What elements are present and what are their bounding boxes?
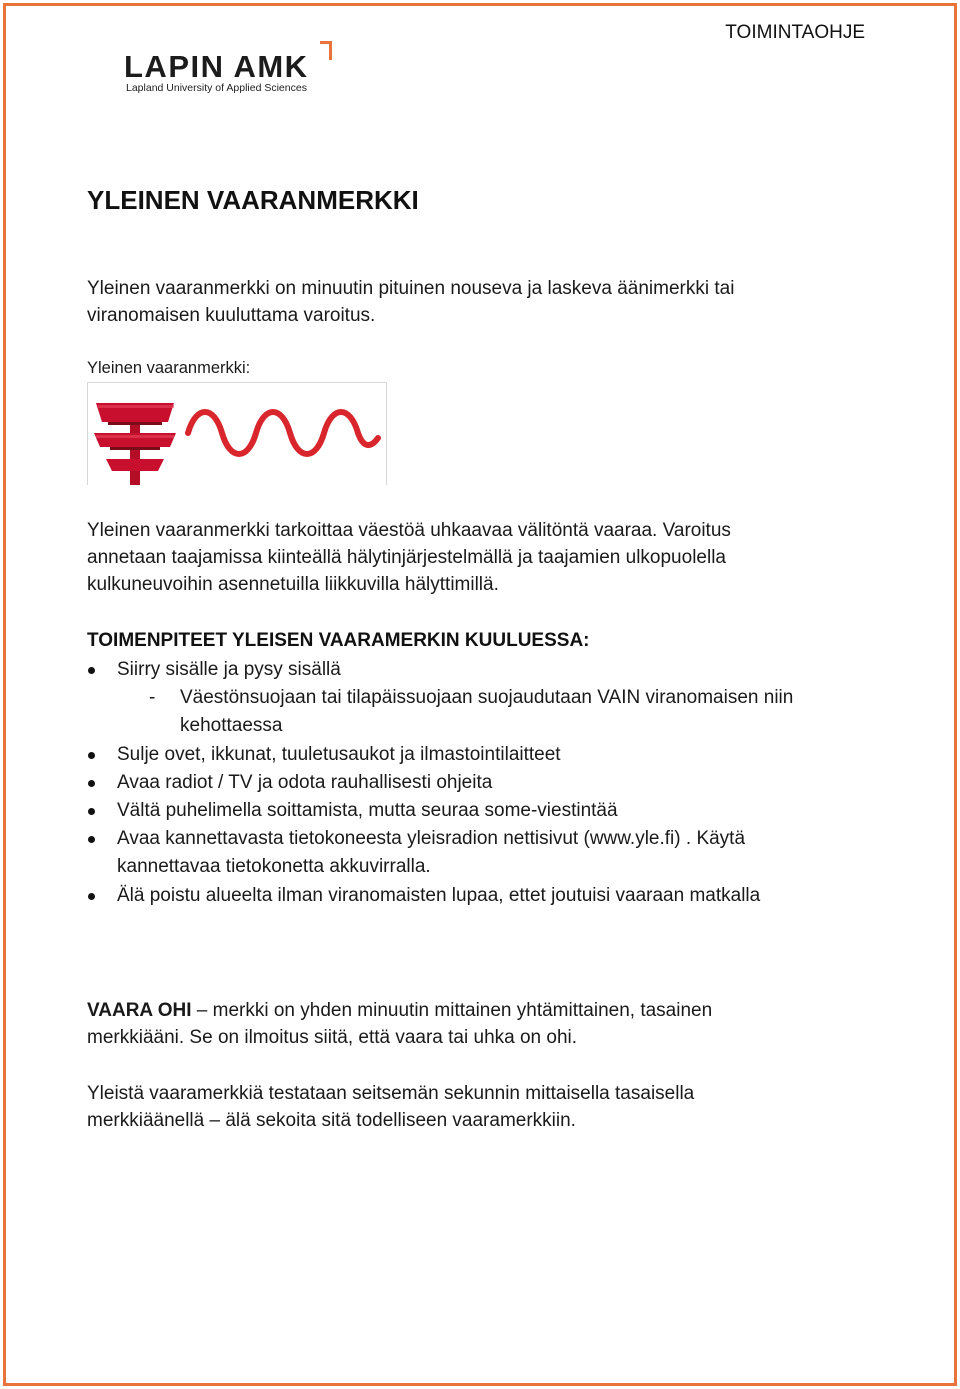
testing-line-1: Yleistä vaaramerkkiä testataan seitsemän sekunnin mittaisella tasaisella: [87, 1083, 695, 1104]
bullet-icon: [88, 752, 95, 759]
sub-list-item: [87, 684, 877, 741]
logo-corner-mark: [320, 41, 332, 60]
list-item: [87, 769, 877, 797]
page-title: YLEINEN VAARANMERKKI: [87, 185, 419, 215]
description-line-2: annetaan taajamissa kiinteällä hälytinjärjestelmällä ja taajamien ulkopuolella: [87, 547, 726, 568]
testing-paragraph: [87, 1080, 867, 1134]
actions-list: [87, 656, 877, 910]
description-paragraph: [87, 517, 867, 598]
list-item: [87, 882, 877, 910]
signal-label: Yleinen vaaranmerkki:: [87, 359, 251, 377]
actions-heading: TOIMENPITEET YLEISEN VAARAMERKIN KUULUESSA:: [87, 630, 590, 651]
lapin-amk-logo: [124, 40, 334, 100]
list-item: [87, 797, 877, 825]
sub-item-line-1: Väestönsuojaan tai tilapäissuojaan suojaudutaan VAIN viranomaisen niin: [180, 687, 794, 708]
intro-line-2: viranomaisen kuuluttama varoitus.: [87, 305, 376, 326]
list-item-text: Vältä puhelimella soittamista, mutta seuraa some-viestintää: [117, 800, 618, 821]
dash-marker: -: [149, 687, 156, 708]
list-item-text: Avaa kannettavasta tietokoneesta yleisradion nettisivut (www.yle.fi) . Käytä: [117, 828, 746, 849]
intro-line-1: Yleinen vaaranmerkki on minuutin pituinen nouseva ja laskeva äänimerkki tai: [87, 278, 735, 299]
intro-paragraph: [87, 275, 867, 329]
bullet-icon: [88, 667, 95, 674]
all-clear-label: VAARA OHI: [87, 1000, 192, 1021]
list-item: [87, 741, 877, 769]
wave-icon: [188, 412, 378, 454]
list-item-text: Siirry sisälle ja pysy sisällä: [117, 659, 341, 680]
siren-icon: [94, 403, 176, 485]
bullet-icon: [88, 893, 95, 900]
logo-subtitle: Lapland University of Applied Sciences: [126, 82, 307, 94]
all-clear-paragraph: [87, 997, 867, 1051]
description-line-1: Yleinen vaaranmerkki tarkoittaa väestöä uhkaavaa välitöntä vaaraa. Varoitus: [87, 520, 731, 541]
logo-wordmark: LAPIN AMK: [124, 49, 309, 84]
bullet-icon: [88, 780, 95, 787]
list-item: [87, 656, 877, 684]
document-type-label: TOIMINTAOHJE: [725, 22, 865, 43]
sub-item-line-2: kehottaessa: [180, 715, 283, 736]
all-clear-line-2: merkkiääni. Se on ilmoitus siitä, että vaara tai uhka on ohi.: [87, 1027, 578, 1048]
signal-svg: [88, 383, 386, 485]
all-clear-line-1: – merkki on yhden minuutin mittainen yhtämittainen, tasainen: [191, 1000, 713, 1021]
signal-illustration: [87, 382, 387, 485]
testing-line-2: merkkiäänellä – älä sekoita sitä todelliseen vaaramerkkiin.: [87, 1110, 576, 1131]
list-item-text: Älä poistu alueelta ilman viranomaisten lupaa, ettet joutuisi vaaraan matkalla: [117, 885, 761, 906]
list-item-text: Avaa radiot / TV ja odota rauhallisesti ohjeita: [117, 772, 493, 793]
list-item-text-continued: kannettavaa tietokonetta akkuvirralla.: [117, 856, 431, 877]
bullet-icon: [88, 836, 95, 843]
list-item-text: Sulje ovet, ikkunat, tuuletusaukot ja ilmastointilaitteet: [117, 744, 561, 765]
list-item: [87, 825, 877, 882]
bullet-icon: [88, 808, 95, 815]
description-line-3: kulkuneuvoihin asennetuilla liikkuvilla hälyttimillä.: [87, 574, 499, 595]
